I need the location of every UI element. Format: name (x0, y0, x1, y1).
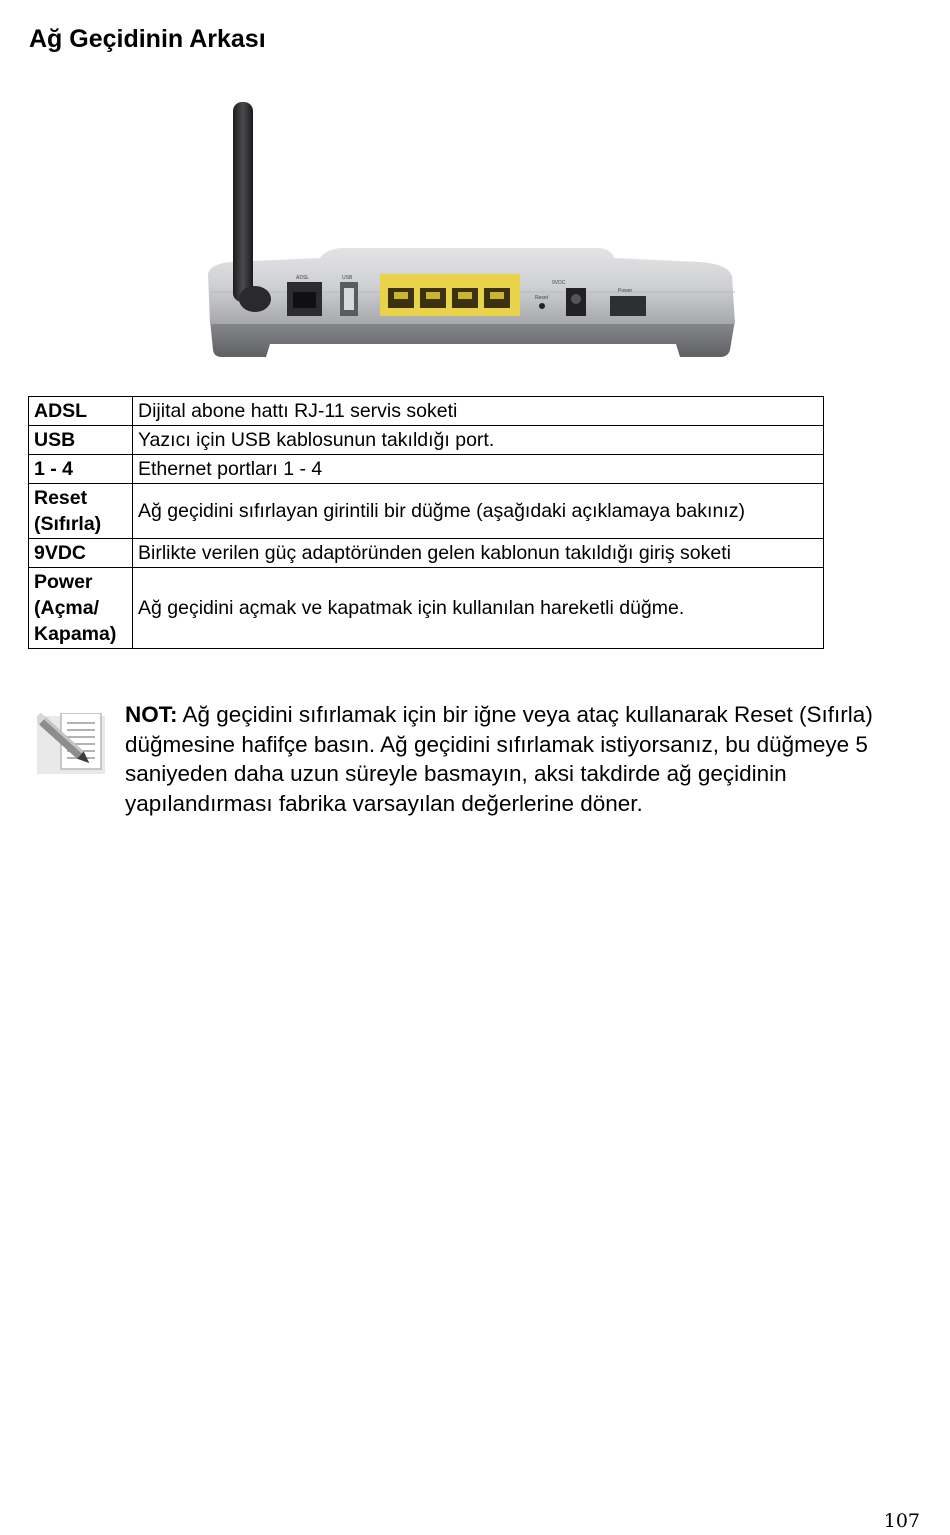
table-row (29, 397, 824, 426)
svg-text:USB: USB (342, 275, 353, 281)
port-key: 9VDC (29, 539, 133, 568)
page-number: 107 (883, 1510, 920, 1532)
page-title: Ağ Geçidinin Arkası (29, 25, 266, 53)
port-key: Power (Açma/ Kapama) (29, 568, 133, 649)
svg-text:ADSL: ADSL (296, 275, 310, 281)
note-label: NOT: (125, 702, 178, 727)
port-key: 1 - 4 (29, 455, 133, 484)
table-row (29, 455, 824, 484)
port-key: USB (29, 426, 133, 455)
port-desc: Ağ geçidini açmak ve kapatmak için kullanılan hareketli düğme. (133, 568, 824, 649)
port-key: ADSL (29, 397, 133, 426)
port-desc: Birlikte verilen güç adaptöründen gelen kablonun takıldığı giriş soketi (133, 539, 824, 568)
table-row (29, 484, 824, 539)
note-pencil-icon (37, 713, 107, 775)
port-desc: Yazıcı için USB kablosunun takıldığı port. (133, 426, 824, 455)
note-paragraph (125, 700, 925, 818)
table-row (29, 426, 824, 455)
table-row (29, 539, 824, 568)
port-desc: Ağ geçidini sıfırlayan girintili bir düğme (aşağıdaki açıklamaya bakınız) (133, 484, 824, 539)
port-table (28, 396, 824, 649)
table-row (29, 568, 824, 649)
port-desc: Ethernet portları 1 - 4 (133, 455, 824, 484)
port-desc: Dijital abone hattı RJ-11 servis soketi (133, 397, 824, 426)
svg-text:9VDC: 9VDC (552, 280, 566, 286)
router-back-image (200, 92, 745, 362)
port-key: Reset (Sıfırla) (29, 484, 133, 539)
svg-text:Reset: Reset (535, 295, 549, 301)
note-body: Ağ geçidini sıfırlamak için bir iğne veya ataç kullanarak Reset (Sıfırla) düğmesine hafifçe basın. Ağ geçidini sıfırlamak istiyorsanız, bu düğmeye 5 saniyeden daha uzun süreyle basmayın, aksi takdirde ağ geçidinin yapılandırması fabrika varsayılan değerlerine döner. (125, 702, 873, 816)
svg-text:Power: Power (618, 288, 633, 294)
